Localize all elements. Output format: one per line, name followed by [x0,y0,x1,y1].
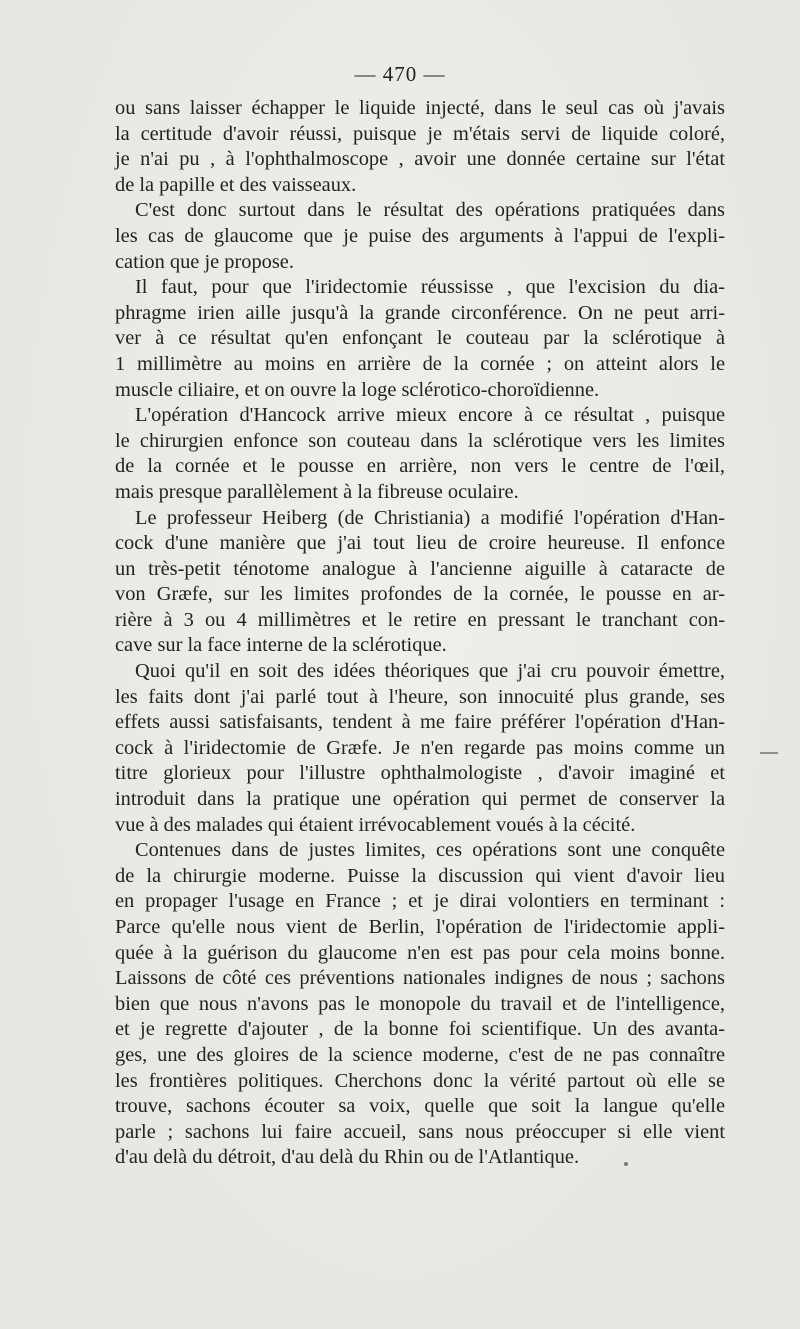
text-line: von Græfe, sur les limites profondes de la cornée, le pousse en ar- [115,583,725,606]
text-line: ver à ce résultat qu'en enfonçant le couteau par la sclérotique à [115,327,725,350]
text-line: Il faut, pour que l'iridectomie réussisse , que l'excision du dia- [135,276,725,299]
text-line: les frontières politiques. Cherchons donc la vérité partout où elle se [115,1069,725,1092]
text-line: la certitude d'avoir réussi, puisque je m'étais servi de liquide coloré, [115,122,725,145]
text-line: de la papille et des vaisseaux. [115,173,357,196]
paragraph [115,275,725,403]
text-line: vue à des malades qui étaient irrévocablement voués à la cécité. [115,813,636,836]
paragraph [115,506,725,660]
text-line: les faits dont j'ai parlé tout à l'heure, son innocuité plus grande, ses [115,685,725,708]
text-line: et je regrette d'ajouter , de la bonne foi scientifique. Un des avanta- [115,1018,725,1041]
text-line: bien que nous n'avons pas le monopole du travail et de l'intelligence, [115,992,725,1015]
text-line: en propager l'usage en France ; et je dirai volontiers en terminant : [115,890,725,913]
text-line: titre glorieux pour l'illustre ophthalmologiste , d'avoir imaginé et [115,762,725,785]
text-line: cock à l'iridectomie de Græfe. Je n'en regarde pas moins comme un [115,736,725,759]
text-line: de la cornée et le pousse en arrière, non vers le centre de l'œil, [115,455,725,478]
text-line: je n'ai pu , à l'ophthalmoscope , avoir une donnée certaine sur l'état [115,148,725,171]
text-line: Parce qu'elle nous vient de Berlin, l'opération de l'iridectomie appli- [115,916,725,938]
page-number: — 470 — [354,62,446,86]
text-line: Laissons de côté ces préventions nationales indignes de nous ; sachons [115,967,725,990]
text-line: cation que je propose. [115,250,294,273]
text-line: introduit dans la pratique une opération qui permet de conserver la [115,788,725,811]
text-line: 1 millimètre au moins en arrière de la cornée ; on atteint alors le [115,352,725,375]
text-line: Le professeur Heiberg (de Christiania) a modifié l'opération d'Han- [135,506,725,529]
paragraph [115,838,725,1171]
text-line: trouve, sachons écouter sa voix, quelle que soit la langue qu'elle [115,1095,725,1118]
text-line: cock d'une manière que j'ai tout lieu de croire heureuse. Il enfonce [115,532,725,555]
text-line: cave sur la face interne de la sclérotique. [115,634,447,657]
text-line: parle ; sachons lui faire accueil, sans nous préoccuper si elle vient [115,1120,725,1143]
text-line: les cas de glaucome que je puise des arguments à l'appui de l'expli- [115,224,725,247]
text-line: d'au delà du détroit, d'au delà du Rhin ou de l'Atlantique. [115,1146,580,1169]
paragraph [115,659,725,838]
paragraph [115,198,725,275]
text-line: muscle ciliaire, et on ouvre la loge sclérotico-choroïdienne. [115,378,600,401]
margin-mark [760,752,778,754]
text-line: Quoi qu'il en soit des idées théoriques que j'ai cru pouvoir émettre, [135,660,725,683]
text-line: un très-petit ténotome analogue à l'ancienne aiguille à cataracte de [115,557,725,580]
text-line: de la chirurgie moderne. Puisse la discussion qui vient d'avoir lieu [115,864,725,887]
body-text [115,96,725,1171]
text-line: rière à 3 ou 4 millimètres et le retire en pressant le tranchant con- [115,608,725,631]
ink-speck [624,1162,628,1166]
text-line: C'est donc surtout dans le résultat des opérations pratiquées dans [135,199,725,222]
text-line: ou sans laisser échapper le liquide injecté, dans le seul cas où j'avais [115,97,725,119]
paragraph [115,96,725,198]
text-line: mais presque parallèlement à la fibreuse oculaire. [115,480,519,503]
text-line: le chirurgien enfonce son couteau dans la sclérotique vers les limites [115,429,725,452]
text-line: phragme irien aille jusqu'à la grande circonférence. On ne peut arri- [115,301,725,324]
text-line: effets aussi satisfaisants, tendent à me faire préférer l'opération d'Han- [115,711,725,734]
paragraph [115,403,725,505]
text-line: quée à la guérison du glaucome n'en est pas pour cela moins bonne. [115,941,725,964]
text-line: Contenues dans de justes limites, ces opérations sont une conquête [135,839,725,862]
text-line: ges, une des gloires de la science moderne, c'est de ne pas connaître [115,1043,725,1066]
text-line: L'opération d'Hancock arrive mieux encore à ce résultat , puisque [135,404,725,427]
